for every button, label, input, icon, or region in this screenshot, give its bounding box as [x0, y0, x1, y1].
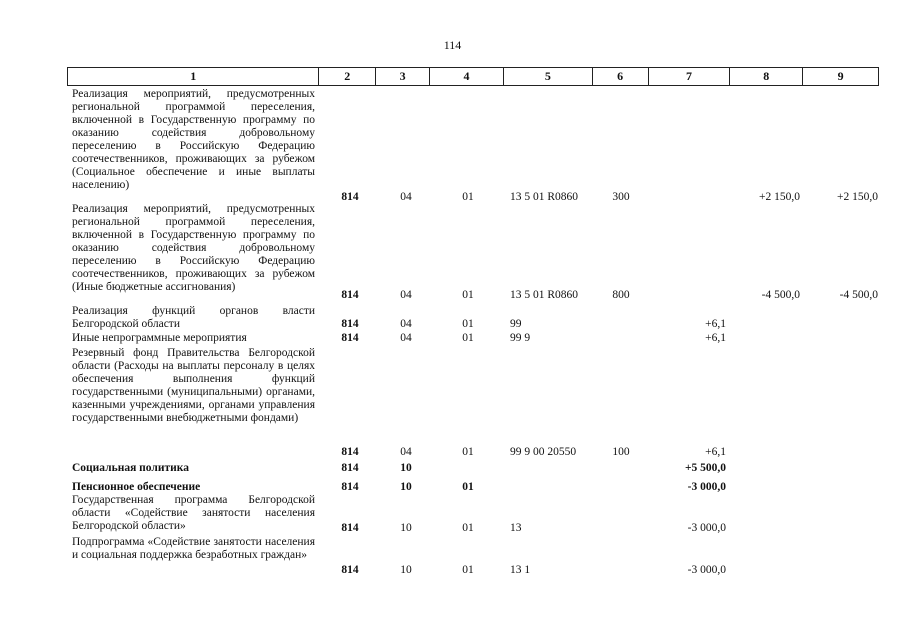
cell-amount-9: -4 500,0 [839, 289, 878, 301]
cell-code-ministry: 814 [341, 446, 359, 458]
cell-amount-7: -3 000,0 [687, 564, 726, 576]
cell-subsection: 01 [462, 332, 474, 344]
header-col-5: 5 [504, 68, 593, 85]
header-col-6: 6 [593, 68, 649, 85]
cell-section: 04 [400, 332, 412, 344]
row-description: Подпрограмма «Содействие занятости населения и социальная поддержка безработных граждан» [72, 536, 315, 561]
cell-subsection: 01 [462, 318, 474, 330]
header-col-2: 2 [319, 68, 376, 85]
cell-target-article: 13 5 01 R0860 [510, 289, 579, 301]
cell-section: 04 [400, 191, 412, 203]
cell-target-article: 99 9 [510, 332, 531, 344]
cell-section: 10 [400, 522, 412, 534]
cell-subsection: 01 [462, 481, 474, 493]
page-number: 114 [443, 38, 462, 52]
cell-section: 10 [400, 481, 412, 493]
row-description: Социальная политика [72, 462, 189, 474]
cell-section: 04 [400, 318, 412, 330]
cell-section: 10 [400, 564, 412, 576]
cell-code-ministry: 814 [341, 481, 359, 493]
row-description: Государственная программа Белгородской области «Содействие занятости населения Белгородской области» [72, 494, 315, 532]
cell-amount-7: +6,1 [705, 332, 726, 344]
row-description: Реализация функций органов власти Белгородской области [72, 305, 315, 330]
cell-target-article: 13 1 [510, 564, 531, 576]
header-col-7: 7 [649, 68, 731, 85]
row-description: Реализация мероприятий, предусмотренных региональной программой переселения, включенной в Государственную программу по оказанию содействия добровольному переселению в Российскую Федерацию соотечественников, проживающих за рубежом (Иные бюджетные ассигнования) [72, 203, 315, 293]
cell-subsection: 01 [462, 289, 474, 301]
cell-subsection: 01 [462, 446, 474, 458]
row-description: Реализация мероприятий, предусмотренных региональной программой переселения, включенной в Государственную программу по оказанию содействия добровольному переселению в Российскую Федерацию соотечественников, проживающих за рубежом (Социальное обеспечение и иные выплаты населению) [72, 88, 315, 191]
header-col-9: 9 [837, 69, 844, 83]
cell-subsection: 01 [462, 522, 474, 534]
header-col-4: 4 [430, 68, 504, 85]
cell-target-article: 13 5 01 R0860 [510, 191, 579, 203]
cell-amount-8: -4 500,0 [761, 289, 800, 301]
cell-amount-8: +2 150,0 [759, 191, 800, 203]
header-col-1: 1 [68, 68, 319, 85]
cell-section: 04 [400, 446, 412, 458]
cell-target-article: 13 [510, 522, 522, 534]
cell-code-ministry: 814 [341, 289, 359, 301]
row-description: Резервный фонд Правительства Белгородской области (Расходы на выплаты персоналу в целях обеспечения выполнения функций государственными (муниципальными) органами, казенными учреждениями, органами управления государственными внебюджетными фондами) [72, 347, 315, 424]
cell-code-ministry: 814 [341, 522, 359, 534]
cell-amount-7: -3 000,0 [687, 522, 726, 534]
cell-amount-7: +5 500,0 [684, 462, 726, 474]
row-description: Иные непрограммные мероприятия [72, 332, 247, 344]
cell-code-ministry: 814 [341, 318, 359, 330]
cell-amount-7: -3 000,0 [687, 481, 726, 493]
cell-code-ministry: 814 [341, 332, 359, 344]
row-description: Пенсионное обеспечение [72, 481, 201, 493]
cell-subsection: 01 [462, 564, 474, 576]
cell-target-article: 99 9 00 20550 [510, 446, 577, 458]
table-header [67, 67, 879, 86]
cell-subsection: 01 [462, 191, 474, 203]
cell-amount-7: +6,1 [705, 446, 726, 458]
cell-expense-type: 100 [612, 446, 630, 458]
cell-expense-type: 800 [612, 289, 630, 301]
header-col-8: 8 [730, 68, 803, 85]
cell-target-article: 99 [510, 318, 522, 330]
cell-amount-9: +2 150,0 [837, 191, 878, 203]
cell-expense-type: 300 [612, 191, 630, 203]
cell-code-ministry: 814 [341, 462, 359, 474]
cell-section: 10 [400, 462, 412, 474]
cell-code-ministry: 814 [341, 564, 359, 576]
header-col-3: 3 [376, 68, 430, 85]
cell-amount-7: +6,1 [705, 318, 726, 330]
cell-code-ministry: 814 [341, 191, 359, 203]
cell-section: 04 [400, 289, 412, 301]
